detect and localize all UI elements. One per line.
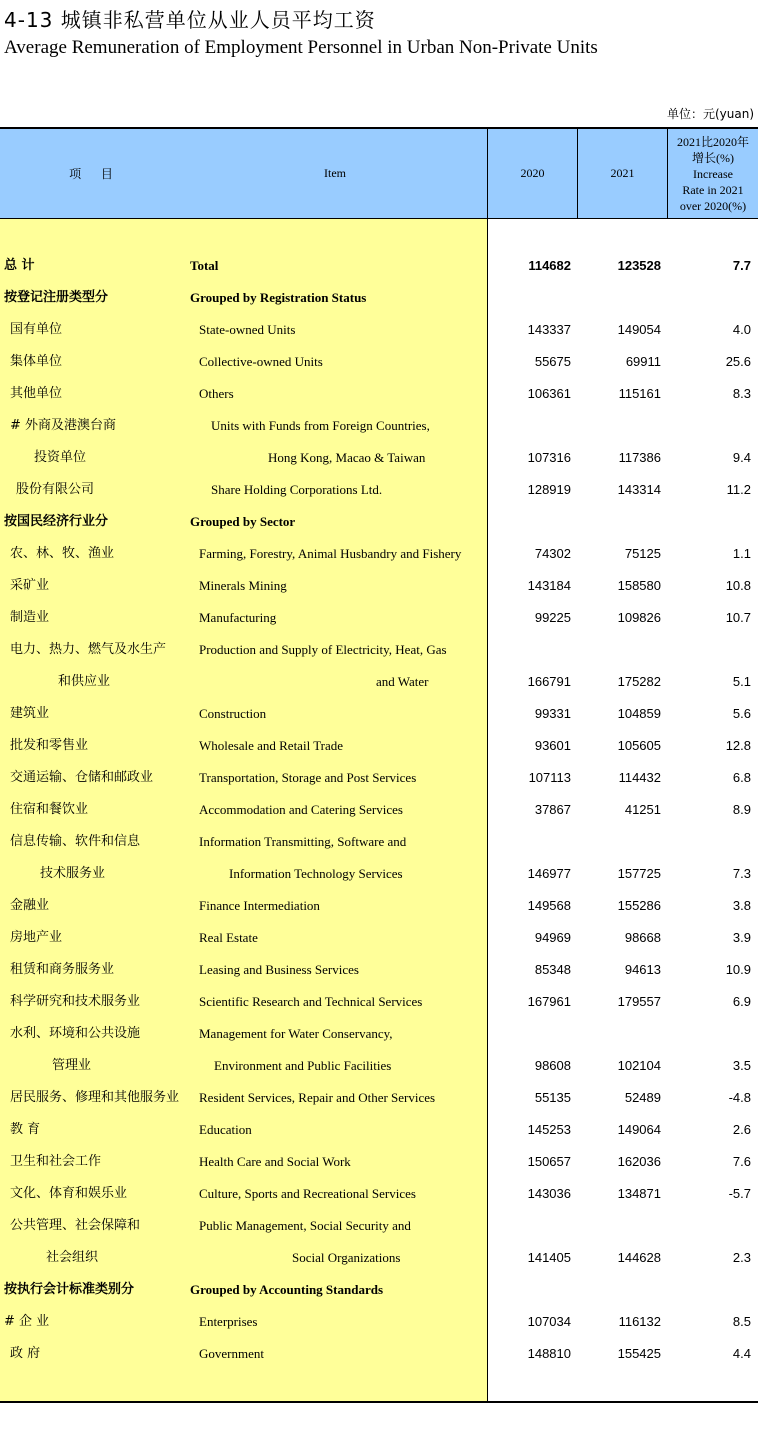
- table-row: [0, 954, 758, 986]
- value-rate: 10.7: [725, 610, 751, 625]
- value-rate: 6.8: [732, 770, 751, 785]
- table-row: [0, 346, 758, 378]
- value-2020: 106361: [527, 386, 571, 401]
- table-row: [0, 378, 758, 410]
- value-2021: 123528: [617, 258, 661, 273]
- value-2020: 145253: [527, 1122, 571, 1137]
- row-label-en: Leasing and Business Services: [199, 962, 359, 977]
- table-row: [0, 1018, 758, 1050]
- row-label-en: Minerals Mining: [199, 578, 287, 593]
- value-rate: 11.2: [726, 482, 751, 497]
- table-row: [0, 1082, 758, 1114]
- row-label-en: Production and Supply of Electricity, Heat, Gas: [199, 642, 447, 657]
- value-rate: 5.6: [732, 706, 751, 721]
- table-row: [0, 1210, 758, 1242]
- header-rate-line: over 2020(%): [679, 198, 747, 213]
- table-row: [0, 570, 758, 602]
- table-row: [0, 442, 758, 474]
- table-row: [0, 410, 758, 442]
- row-label-cn: 居民服务、修理和其他服务业: [10, 1090, 180, 1105]
- value-rate: -5.7: [728, 1186, 751, 1201]
- table-row: [0, 890, 758, 922]
- value-rate: 6.9: [732, 994, 751, 1009]
- value-2020: 166791: [527, 674, 571, 689]
- row-label-en: State-owned Units: [199, 322, 296, 337]
- value-rate: 9.4: [732, 450, 751, 465]
- value-2021: 98668: [624, 930, 661, 945]
- row-label-cn: 科学研究和技术服务业: [10, 994, 141, 1009]
- table-row: [0, 666, 758, 698]
- value-2020: 114682: [528, 258, 571, 273]
- row-label-en: Share Holding Corporations Ltd.: [211, 482, 383, 497]
- value-2021: 114432: [618, 770, 661, 785]
- value-2020: 94969: [534, 930, 571, 945]
- table-row: [0, 730, 758, 762]
- value-2020: 37867: [534, 802, 571, 817]
- row-label-cn: 住宿和餐饮业: [10, 802, 89, 817]
- row-label-cn: 农、林、牧、渔业: [10, 546, 115, 561]
- value-2020: 93601: [534, 738, 571, 753]
- row-label-cn: 社会组织: [46, 1250, 99, 1265]
- row-label-en: Public Management, Social Security and: [199, 1218, 411, 1233]
- value-2021: 109826: [617, 610, 661, 625]
- header-rate-line: Increase: [693, 166, 733, 181]
- table-row: [0, 1306, 758, 1338]
- value-2020: 85348: [534, 962, 571, 977]
- value-2020: 167961: [527, 994, 571, 1009]
- value-2021: 155286: [617, 898, 661, 913]
- table-header-rule: [0, 218, 758, 219]
- value-2020: 107113: [528, 770, 571, 785]
- row-label-cn: 制造业: [10, 610, 50, 625]
- value-2021: 41251: [624, 802, 661, 817]
- row-label-cn: 教 育: [10, 1122, 41, 1137]
- value-2020: 141405: [527, 1250, 571, 1265]
- header-rate-line: 增长(%): [691, 150, 734, 165]
- row-label-en: Transportation, Storage and Post Services: [199, 770, 417, 785]
- value-2020: 150657: [527, 1154, 571, 1169]
- value-rate: 12.8: [725, 738, 751, 753]
- table-row: [0, 1146, 758, 1178]
- value-2021: 144628: [617, 1250, 661, 1265]
- row-label-cn: 其他单位: [10, 386, 63, 401]
- value-rate: 7.3: [732, 866, 751, 881]
- value-rate: 4.4: [732, 1346, 751, 1361]
- unit-label: 单位：元(yuan): [666, 107, 754, 121]
- value-rate: 2.3: [732, 1250, 751, 1265]
- table-row: [0, 986, 758, 1018]
- value-2021: 115161: [618, 386, 661, 401]
- table-row: [0, 1178, 758, 1210]
- value-2021: 175282: [617, 674, 661, 689]
- value-2021: 158580: [617, 578, 661, 593]
- row-label-en: Education: [199, 1122, 252, 1137]
- value-rate: 10.9: [725, 962, 751, 977]
- value-rate: 8.5: [732, 1314, 751, 1329]
- row-label-cn: 租赁和商务服务业: [10, 962, 115, 977]
- value-2020: 107034: [527, 1314, 571, 1329]
- value-2020: 107316: [527, 450, 571, 465]
- row-label-en: Finance Intermediation: [199, 898, 320, 913]
- row-label-en: Culture, Sports and Recreational Services: [199, 1186, 416, 1201]
- header-item-en: Item: [324, 166, 346, 180]
- table-row: [0, 762, 758, 794]
- value-rate: 1.1: [732, 546, 751, 561]
- header-rate-line: Rate in 2021: [682, 182, 744, 197]
- value-2021: 116132: [618, 1314, 661, 1329]
- row-label-en: Others: [199, 386, 234, 401]
- table-row: [0, 282, 758, 314]
- row-label-cn: 交通运输、仓储和邮政业: [10, 770, 154, 785]
- table-row: [0, 250, 758, 282]
- table-row: [0, 1114, 758, 1146]
- value-2021: 117386: [618, 450, 661, 465]
- value-2021: 149064: [617, 1122, 661, 1137]
- value-2021: 52489: [624, 1090, 661, 1105]
- row-label-en: Enterprises: [199, 1314, 258, 1329]
- value-rate: 4.0: [732, 322, 751, 337]
- row-label-en: Total: [190, 258, 219, 273]
- header-2021: 2021: [610, 166, 635, 180]
- value-2021: 75125: [624, 546, 661, 561]
- value-2020: 98608: [534, 1058, 571, 1073]
- table-row: [0, 1242, 758, 1274]
- table-row: [0, 506, 758, 538]
- row-label-en: Manufacturing: [199, 610, 277, 625]
- value-rate: 8.3: [732, 386, 751, 401]
- value-2020: 143184: [527, 578, 571, 593]
- table-row: [0, 474, 758, 506]
- value-2020: 128919: [527, 482, 571, 497]
- table-title-en: Average Remuneration of Employment Personnel in Urban Non-Private Units: [4, 37, 598, 58]
- value-2020: 55675: [534, 354, 571, 369]
- table-bottom-rule: [0, 1401, 758, 1403]
- table-row: [0, 922, 758, 954]
- row-label-cn: 批发和零售业: [10, 738, 89, 753]
- row-label-cn: 按国民经济行业分: [4, 514, 109, 529]
- row-label-en: Units with Funds from Foreign Countries,: [211, 418, 430, 433]
- value-2020: 99225: [534, 610, 571, 625]
- row-label-en: Construction: [199, 706, 267, 721]
- value-2021: 149054: [617, 322, 661, 337]
- row-label-en: Information Transmitting, Software and: [199, 834, 407, 849]
- table-row: [0, 1050, 758, 1082]
- value-2021: 157725: [617, 866, 661, 881]
- value-rate: 7.6: [732, 1154, 751, 1169]
- row-label-en: Grouped by Registration Status: [190, 290, 367, 305]
- row-label-cn: 采矿业: [10, 578, 50, 593]
- row-label-en: Management for Water Conservancy,: [199, 1026, 393, 1041]
- header-item-cn: 项 目: [69, 167, 121, 181]
- value-2021: 104859: [617, 706, 661, 721]
- table-row: [0, 538, 758, 570]
- row-label-cn: 投资单位: [34, 450, 87, 465]
- row-label-cn: 建筑业: [10, 706, 50, 721]
- table-row: [0, 794, 758, 826]
- row-label-en: Environment and Public Facilities: [214, 1058, 392, 1073]
- value-rate: 7.7: [732, 258, 751, 273]
- row-label-en: Accommodation and Catering Services: [199, 802, 403, 817]
- row-label-cn: 技术服务业: [40, 866, 106, 881]
- row-label-cn: 信息传输、软件和信息: [10, 834, 141, 849]
- row-label-cn: 卫生和社会工作: [10, 1154, 102, 1169]
- row-label-cn: # 企 业: [4, 1314, 50, 1329]
- row-label-en: Government: [199, 1346, 264, 1361]
- table-row: [0, 1338, 758, 1370]
- row-label-en: and Water: [376, 674, 429, 689]
- value-rate: 25.6: [725, 354, 751, 369]
- row-label-cn: 国有单位: [10, 322, 63, 337]
- value-2020: 148810: [527, 1346, 571, 1361]
- value-2020: 146977: [527, 866, 571, 881]
- value-2020: 55135: [534, 1090, 571, 1105]
- row-label-cn: 管理业: [52, 1058, 92, 1073]
- row-label-en: Hong Kong, Macao & Taiwan: [268, 450, 426, 465]
- row-label-cn: 按登记注册类型分: [4, 290, 109, 305]
- row-label-cn: 金融业: [10, 898, 50, 913]
- row-label-en: Scientific Research and Technical Services: [199, 994, 423, 1009]
- value-2021: 179557: [617, 994, 661, 1009]
- table-title-cn: 4-13 城镇非私营单位从业人员平均工资: [4, 8, 376, 32]
- value-2020: 99331: [534, 706, 571, 721]
- value-2021: 94613: [624, 962, 661, 977]
- row-label-en: Wholesale and Retail Trade: [199, 738, 344, 753]
- value-2021: 69911: [625, 354, 661, 369]
- value-rate: 3.5: [732, 1058, 751, 1073]
- value-rate: 10.8: [725, 578, 751, 593]
- row-label-cn: 文化、体育和娱乐业: [10, 1186, 128, 1201]
- table-row: [0, 314, 758, 346]
- row-label-cn: 和供应业: [58, 674, 111, 689]
- table-row: [0, 858, 758, 890]
- table-row: [0, 634, 758, 666]
- value-rate: 5.1: [732, 674, 751, 689]
- row-label-cn: 电力、热力、燃气及水生产: [10, 642, 167, 657]
- row-label-cn: 政 府: [10, 1346, 41, 1361]
- table-row: [0, 602, 758, 634]
- header-2020: 2020: [520, 166, 545, 180]
- row-label-en: Information Technology Services: [229, 866, 403, 881]
- row-label-en: Health Care and Social Work: [199, 1154, 351, 1169]
- row-label-cn: 公共管理、社会保障和: [10, 1218, 141, 1233]
- value-rate: 3.9: [732, 930, 751, 945]
- table-row: [0, 1274, 758, 1306]
- value-2020: 149568: [527, 898, 571, 913]
- value-rate: -4.8: [728, 1090, 751, 1105]
- header-rate: [668, 129, 758, 218]
- value-2020: 74302: [534, 546, 571, 561]
- value-2021: 143314: [617, 482, 661, 497]
- row-label-cn: 房地产业: [10, 930, 63, 945]
- row-label-en: Grouped by Sector: [190, 514, 296, 529]
- header-rate-line: 2021比2020年: [676, 134, 749, 149]
- value-rate: 2.6: [732, 1122, 751, 1137]
- row-label-cn: 集体单位: [10, 354, 63, 369]
- row-label-en: Grouped by Accounting Standards: [190, 1282, 384, 1297]
- row-label-en: Collective-owned Units: [199, 354, 323, 369]
- table-row: [0, 698, 758, 730]
- row-label-en: Social Organizations: [292, 1250, 401, 1265]
- value-2020: 143036: [527, 1186, 571, 1201]
- table-row: [0, 826, 758, 858]
- row-label-en: Farming, Forestry, Animal Husbandry and Fishery: [199, 546, 462, 561]
- row-label-cn: 总 计: [4, 258, 35, 273]
- value-2021: 162036: [617, 1154, 661, 1169]
- value-2021: 134871: [617, 1186, 661, 1201]
- row-label-cn: 按执行会计标准类别分: [4, 1282, 135, 1297]
- value-2020: 143337: [527, 322, 571, 337]
- value-2021: 105605: [617, 738, 661, 753]
- value-rate: 3.8: [732, 898, 751, 913]
- row-label-cn: 水利、环境和公共设施: [10, 1026, 141, 1041]
- value-2021: 155425: [617, 1346, 661, 1361]
- row-label-en: Resident Services, Repair and Other Services: [199, 1090, 436, 1105]
- value-2021: 102104: [617, 1058, 661, 1073]
- row-label-cn: # 外商及港澳台商: [10, 418, 117, 433]
- value-rate: 8.9: [732, 802, 751, 817]
- row-label-cn: 股份有限公司: [16, 482, 95, 497]
- row-label-en: Real Estate: [199, 930, 258, 945]
